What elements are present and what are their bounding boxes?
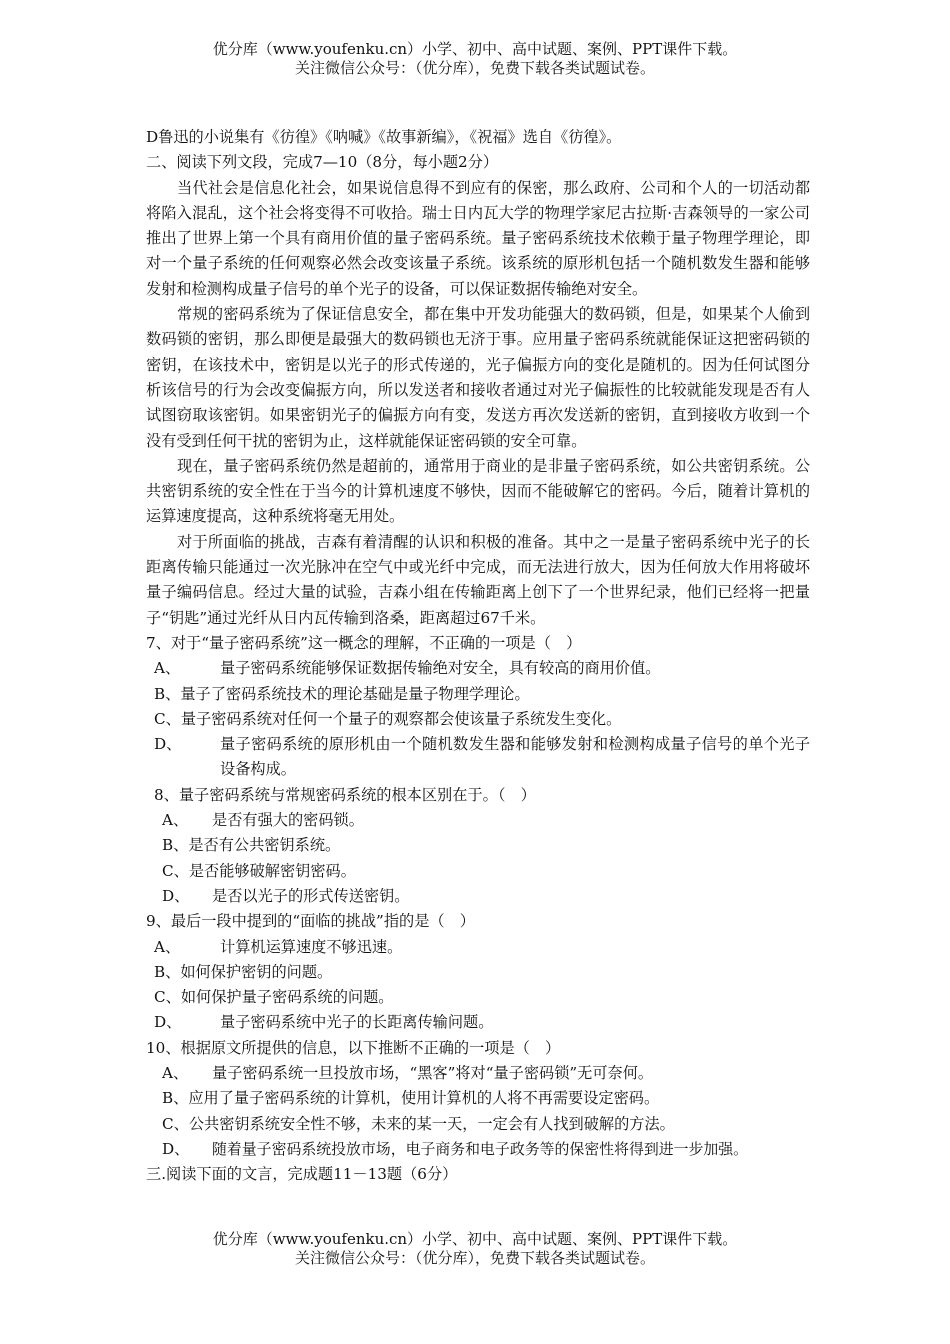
option-label: C、 (162, 1114, 189, 1133)
question-10-option-b (146, 1086, 810, 1111)
question-8-option-d (146, 884, 810, 909)
question-10-stem: 10、根据原文所提供的信息，以下推断不正确的一项是（ ） (146, 1038, 561, 1057)
option-label: D、 (154, 1013, 182, 1032)
question-10-option-c (146, 1112, 810, 1137)
footer-line-2: 关注微信公众号：（优分库），免费下载各类试题试卷。 (294, 1249, 655, 1267)
option-text: 量子密码系统能够保证数据传输绝对安全，具有较高的商用价值。 (220, 659, 661, 678)
option-label: C、 (162, 861, 189, 880)
passage-paragraph-1: 当代社会是信息化社会，如果说信息得不到应有的保密，那么政府、公司和个人的一切活动都将陷入混乱，这个社会将变得不可收拾。瑞士日内瓦大学的物理学家尼古拉斯·吉森领导的一家公司推出了世界上第一个具有商用价值的量子密码系统。量子密码系统技术依赖于量子物理学理论，即对一个量子系统的任何观察必然会改变该量子系统。该系统的原形机包括一个随机数发生器和能够发射和检测构成量子信号的单个光子的设备，可以保证数据传输绝对安全。 (146, 178, 810, 298)
question-9-option-a (146, 935, 810, 960)
question-7-option-c (146, 707, 810, 732)
passage-paragraph-4: 对于所面临的挑战，吉森有着清醒的认识和积极的准备。其中之一是量子密码系统中光子的长距离传输只能通过一次光脉冲在空气中或光纤中完成，而无法进行放大，因为任何放大作用将破坏量子编码信息。经过大量的试验，吉森小组在传输距离上创下了一个世界纪录，他们已经将一把量子“钥匙”通过光纤从日内瓦传输到洛桑，距离超过67千米。 (146, 532, 810, 627)
question-7-option-d (146, 732, 810, 783)
main-content (146, 125, 810, 1187)
option-label: B、 (154, 962, 181, 981)
previous-option-d: D鲁迅的小说集有《彷徨》《呐喊》《故事新编》，《祝福》选自《彷徨》。 (146, 128, 622, 146)
option-label: A、 (162, 811, 189, 830)
question-7 (146, 631, 810, 783)
question-7-stem: 7、对于“量子密码系统”这一概念的理解，不正确的一项是（ ） (146, 633, 582, 652)
option-text: 应用了量子密码系统的计算机，使用计算机的人将不再需要设定密码。 (188, 1089, 660, 1108)
question-10 (146, 1036, 810, 1162)
option-label: A、 (154, 659, 181, 678)
option-text: 如何保护量子密码系统的问题。 (180, 988, 394, 1007)
option-text: 量子了密码系统技术的理论基础是量子物理学理论。 (180, 684, 530, 703)
option-text: 如何保护密钥的问题。 (180, 962, 333, 981)
question-8 (146, 783, 810, 909)
option-label: D、 (154, 735, 182, 754)
option-label: D、 (162, 886, 190, 905)
header-line-2: 关注微信公众号：（优分库），免费下载各类试题试卷。 (294, 59, 655, 77)
passage-paragraph-2: 常规的密码系统为了保证信息安全，都在集中开发功能强大的数码锁，但是，如果某个人偷到数码锁的密钥，那么即便是最强大的数码锁也无济于事。应用量子密码系统就能保证这把密码锁的密钥，在该技术中，密钥是以光子的形式传递的，光子偏振方向的变化是随机的。因为任何试图分析该信号的行为会改变偏振方向，所以发送者和接收者通过对光子偏振性的比较就能发现是否有人试图窃取该密钥。如果密钥光子的偏振方向有变，发送方再次发送新的密钥，直到接收方收到一个没有受到任何干扰的密钥为止，这样就能保证密码锁的安全可靠。 (146, 305, 810, 450)
question-8-option-a (146, 808, 810, 833)
question-8-option-c (146, 859, 810, 884)
option-label: C、 (154, 709, 181, 728)
question-9-option-b (146, 960, 810, 985)
header-line-1: 优分库（www.youfenku.cn）小学、初中、高中试题、案例、PPT课件下载。 (212, 40, 738, 58)
option-label: D、 (162, 1139, 190, 1158)
question-9-option-d (146, 1010, 810, 1035)
question-9-stem: 9、最后一段中提到的“面临的挑战”指的是（ ） (146, 912, 475, 931)
option-label: C、 (154, 988, 181, 1007)
page-header (0, 40, 950, 78)
question-8-option-b (146, 833, 810, 858)
footer-line-1: 优分库（www.youfenku.cn）小学、初中、高中试题、案例、PPT课件下载。 (212, 1230, 738, 1248)
option-label: B、 (162, 1089, 189, 1108)
option-text: 是否有公共密钥系统。 (188, 836, 341, 855)
question-10-option-d (146, 1137, 810, 1162)
option-label: A、 (162, 1063, 189, 1082)
question-8-stem: 8、量子密码系统与常规密码系统的根本区别在于。（ ） (154, 785, 536, 804)
section-3-heading: 三.阅读下面的文言，完成题11－13题（6分） (146, 1165, 458, 1184)
question-9 (146, 909, 810, 1035)
question-7-option-b (146, 682, 810, 707)
reading-passage (146, 176, 810, 631)
option-text: 公共密钥系统安全性不够，未来的某一天，一定会有人找到破解的方法。 (188, 1114, 675, 1133)
question-9-option-c (146, 985, 810, 1010)
option-text: 量子密码系统的原形机由一个随机数发生器和能够发射和检测构成量子信号的单个光子设备构成。 (220, 735, 810, 779)
page-footer (0, 1230, 950, 1268)
question-7-option-a (146, 656, 810, 681)
option-label: B、 (154, 684, 181, 703)
option-text: 计算机运算速度不够迅速。 (220, 937, 403, 956)
option-text: 是否以光子的形式传送密钥。 (212, 886, 410, 905)
question-10-option-a (146, 1061, 810, 1086)
option-text: 量子密码系统一旦投放市场，“黑客”将对“量子密码锁”无可奈何。 (212, 1063, 654, 1082)
option-text: 量子密码系统中光子的长距离传输问题。 (220, 1013, 494, 1032)
option-label: B、 (162, 836, 189, 855)
option-text: 是否能够破解密钥密码。 (188, 861, 356, 880)
option-label: A、 (154, 937, 181, 956)
option-text: 随着量子密码系统投放市场，电子商务和电子政务等的保密性将得到进一步加强。 (212, 1139, 749, 1158)
option-text: 是否有强大的密码锁。 (212, 811, 364, 830)
option-text: 量子密码系统对任何一个量子的观察都会使该量子系统发生变化。 (180, 709, 622, 728)
section-2-heading: 二、阅读下列文段，完成7—10（8分，每小题2分） (146, 153, 499, 172)
passage-paragraph-3: 现在，量子密码系统仍然是超前的，通常用于商业的是非量子密码系统，如公共密钥系统。公共密钥系统的安全性在于当今的计算机速度不够快，因而不能破解它的密码。今后，随着计算机的运算速度提高，这种系统将毫无用处。 (146, 456, 810, 526)
